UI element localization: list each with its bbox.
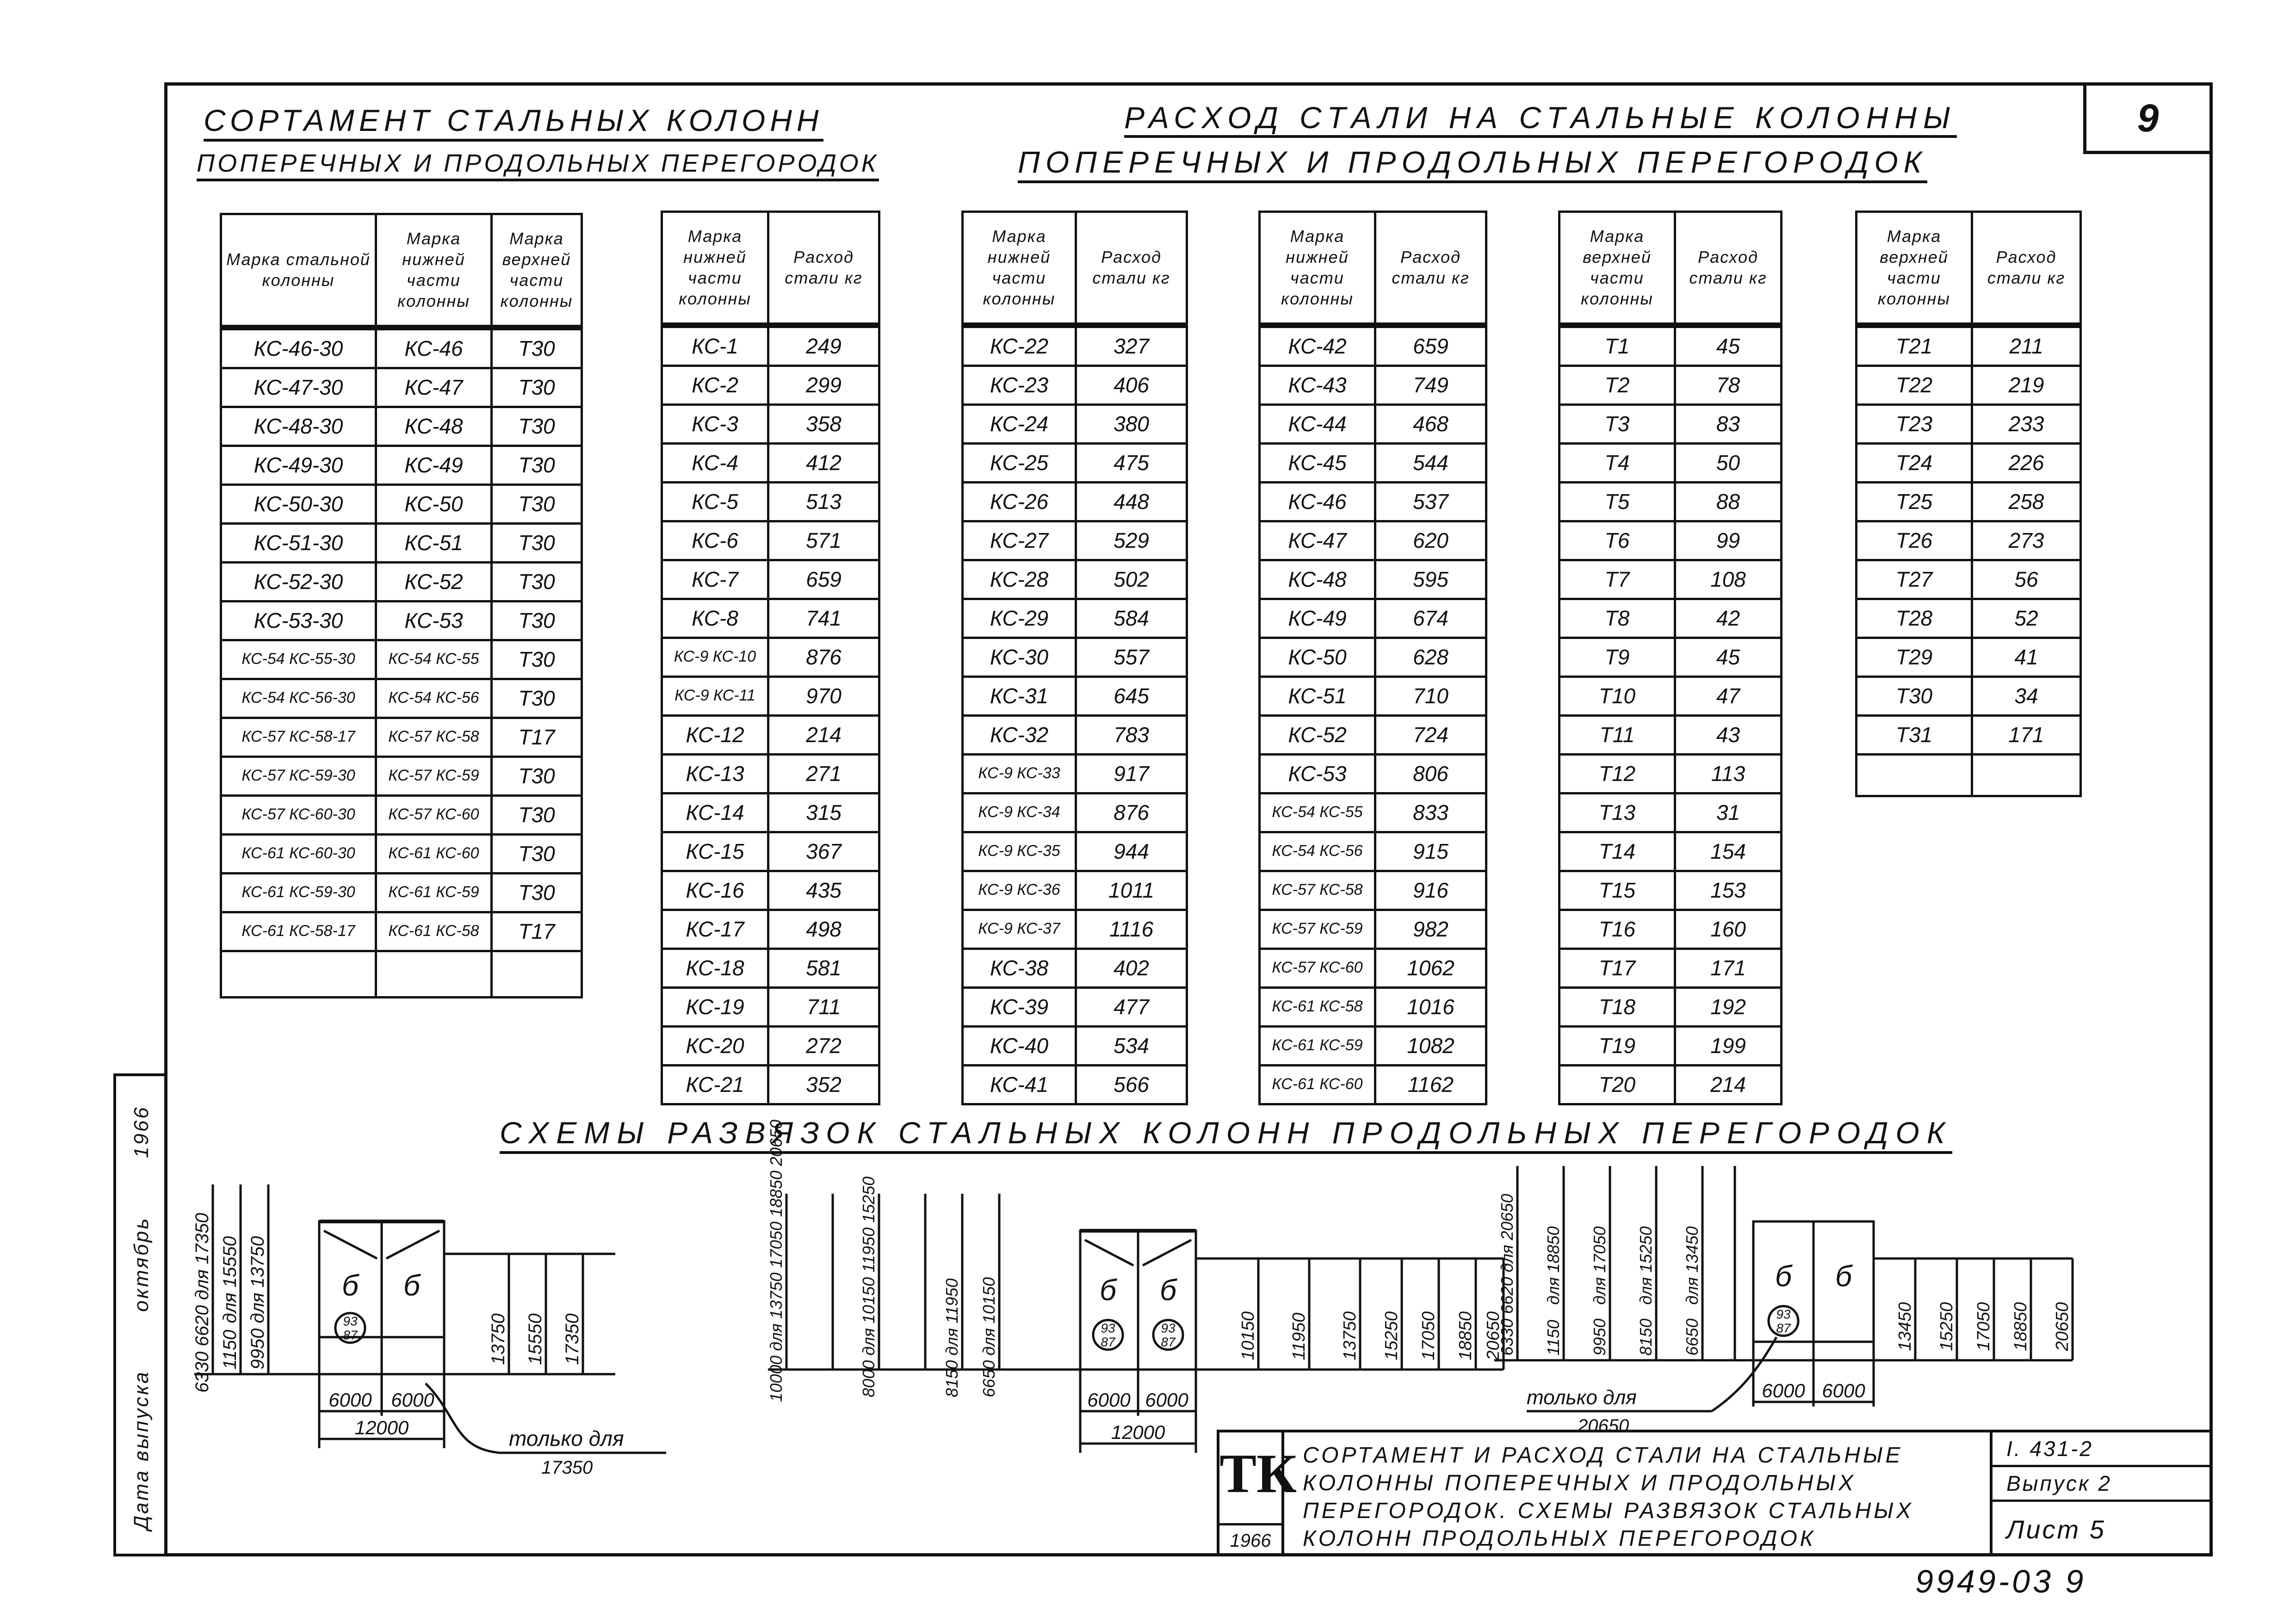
cell-mark: КС-46 — [1260, 482, 1375, 521]
left-label: для 18850 — [1544, 1226, 1563, 1305]
heading-sortament-2: ПОПЕРЕЧНЫХ И ПРОДОЛЬНЫХ ПЕРЕГОРОДОК — [197, 149, 879, 181]
heading-expense-2: ПОПЕРЕЧНЫХ И ПРОДОЛЬНЫХ ПЕРЕГОРОДОК — [1018, 144, 1927, 183]
cell-steel-kg: 513 — [768, 482, 879, 521]
cell-steel-kg: 435 — [768, 871, 879, 910]
cell-steel-kg: 160 — [1675, 910, 1782, 948]
cell-steel-kg: 402 — [1076, 948, 1187, 987]
cell-mark: КС-14 — [662, 793, 768, 832]
cell-steel-kg: 876 — [1076, 793, 1187, 832]
cell-mark: КС-29 — [963, 599, 1076, 638]
cell-mark: КС-15 — [662, 832, 768, 871]
cell-mark: КС-44 — [1260, 404, 1375, 443]
assortment-header-mark: Марка стальной колонны — [221, 214, 376, 328]
cell-mark: КС-4 — [662, 443, 768, 482]
table-row: КС-57 КС-60-30 КС-57 КС-60 Т30 — [221, 795, 582, 834]
table-row: КС-48-30 КС-48 Т30 — [221, 407, 582, 446]
cell-mark: КС-23 — [963, 366, 1076, 404]
panel-letter: б — [403, 1269, 420, 1302]
release-date-label: Дата выпуска — [130, 1370, 153, 1530]
cell-mark: КС-17 — [662, 910, 768, 948]
right-dim: 20650 — [1484, 1311, 1503, 1360]
note: только для — [509, 1426, 624, 1450]
heading-sortament-1: СОРТАМЕНТ СТАЛЬНЫХ КОЛОНН — [204, 103, 823, 142]
cell-steel-kg: 544 — [1375, 443, 1486, 482]
cell-steel-kg: 406 — [1076, 366, 1187, 404]
table-row: КС-46-30 КС-46 Т30 — [221, 328, 582, 368]
cell-steel-kg: 47 — [1675, 676, 1782, 715]
cell-mark: КС-25 — [963, 443, 1076, 482]
cell-steel-kg: 537 — [1375, 482, 1486, 521]
panel-letter: б — [1775, 1259, 1792, 1293]
cell-steel-kg: 711 — [768, 987, 879, 1026]
cell-steel-kg: 498 — [768, 910, 879, 948]
cell-mark: КС-48 — [1260, 560, 1375, 599]
table-row: КС-54 КС-55-30 КС-54 КС-55 Т30 — [221, 640, 582, 679]
right-dim: 13750 — [488, 1313, 508, 1365]
right-dim: 20650 — [2053, 1302, 2072, 1351]
cell-steel-kg: 749 — [1375, 366, 1486, 404]
note: только для — [1527, 1386, 1637, 1409]
node-top: 93 — [1161, 1321, 1176, 1335]
cell-steel-kg: 502 — [1076, 560, 1187, 599]
left-label: для 13750 — [248, 1236, 268, 1323]
table-row: КС-49-30 КС-49 Т30 — [221, 446, 582, 484]
title-description: СОРТАМЕНТ И РАСХОД СТАЛИ НА СТАЛЬНЫЕ КОЛОННЫ ПОПЕРЕЧНЫХ И ПРОДОЛЬНЫХ ПЕРЕГОРОДОК. СХЕМЫ РАЗВЯЗОК СТАЛЬНЫХ КОЛОНН ПРОДОЛЬНЫХ ПЕРЕГОРОДОК — [1303, 1443, 1914, 1551]
heading-expense-1: РАСХОД СТАЛИ НА СТАЛЬНЫЕ КОЛОННЫ — [1124, 100, 1957, 138]
table-row: КС-53-30 КС-53 Т30 — [221, 601, 582, 640]
cell-steel-kg: 944 — [1076, 832, 1187, 871]
cell-steel-kg: 45 — [1675, 638, 1782, 676]
panel-letter: б — [1100, 1273, 1116, 1307]
table-row: КС-61 КС-58-17 КС-61 КС-58 Т17 — [221, 912, 582, 951]
cell-steel-kg: 659 — [768, 560, 879, 599]
cell-steel-kg: 233 — [1972, 404, 2081, 443]
tk-year: 1966 — [1219, 1523, 1281, 1556]
width-part: 6000 — [391, 1389, 434, 1411]
cell-mark: Т7 — [1560, 560, 1675, 599]
cell-mark: КС-39 — [963, 987, 1076, 1026]
left-dim: 9950 — [1590, 1318, 1609, 1356]
release-month: октябрь — [130, 1216, 153, 1312]
cell-mark: КС-18 — [662, 948, 768, 987]
cell-mark: Т11 — [1560, 715, 1675, 754]
right-dim: 17350 — [562, 1313, 582, 1365]
right-dim: 13450 — [1895, 1302, 1915, 1351]
cell-mark: КС-57 КС-59 — [1260, 910, 1375, 948]
cell-steel-kg: 628 — [1375, 638, 1486, 676]
cell-steel-kg: 52 — [1972, 599, 2081, 638]
cell-steel-kg: 741 — [768, 599, 879, 638]
sheet-number: 9 — [2083, 82, 2213, 154]
table-row: КС-61 КС-60-30 КС-61 КС-60 Т30 — [221, 834, 582, 873]
cell-mark: КС-28 — [963, 560, 1076, 599]
right-dim: 15250 — [1382, 1311, 1401, 1360]
node-bottom: 87 — [1101, 1335, 1115, 1349]
cell-mark: КС-8 — [662, 599, 768, 638]
assortment-header-upper: Марка верхней части колонны — [492, 214, 582, 328]
left-label: 6330 6620 для 17350 — [192, 1213, 212, 1393]
cell-steel-kg: 566 — [1076, 1065, 1187, 1104]
width-part: 6000 — [1762, 1380, 1805, 1401]
table-row: КС-51-30 КС-51 Т30 — [221, 523, 582, 562]
cell-steel-kg: 358 — [768, 404, 879, 443]
cell-mark: Т19 — [1560, 1026, 1675, 1065]
cell-steel-kg: 529 — [1076, 521, 1187, 560]
header-steel-kg: Расход стали кг — [1972, 212, 2081, 325]
table-row: КС-54 КС-56-30 КС-54 КС-56 Т30 — [221, 679, 582, 718]
cell-steel-kg: 982 — [1375, 910, 1486, 948]
cell-steel-kg: 299 — [768, 366, 879, 404]
node-bottom: 87 — [1161, 1335, 1176, 1349]
cell-mark: КС-54 КС-55 — [1260, 793, 1375, 832]
table-row: КС-47-30 КС-47 Т30 — [221, 368, 582, 407]
width-part: 6000 — [1087, 1389, 1131, 1411]
cell-mark: КС-7 — [662, 560, 768, 599]
cell-mark: КС-9 КС-35 — [963, 832, 1076, 871]
cell-steel-kg: 917 — [1076, 754, 1187, 793]
width-part: 6000 — [1145, 1389, 1188, 1411]
cell-mark: Т26 — [1857, 521, 1972, 560]
header-mark: Марка верхней части колонны — [1857, 212, 1972, 325]
cell-steel-kg: 352 — [768, 1065, 879, 1104]
cell-mark: КС-27 — [963, 521, 1076, 560]
cell-mark: Т25 — [1857, 482, 1972, 521]
cell-steel-kg: 1062 — [1375, 948, 1486, 987]
table-row: КС-50-30 КС-50 Т30 — [221, 484, 582, 523]
cell-steel-kg: 557 — [1076, 638, 1187, 676]
width-part: 6000 — [328, 1389, 372, 1411]
cell-steel-kg: 56 — [1972, 560, 2081, 599]
assortment-header-lower: Марка нижней части колонны — [376, 214, 492, 328]
cell-steel-kg: 88 — [1675, 482, 1782, 521]
left-label: для 13450 — [1683, 1226, 1702, 1305]
cell-steel-kg: 171 — [1972, 715, 2081, 754]
cell-mark: КС-16 — [662, 871, 768, 910]
cell-mark: КС-9 КС-34 — [963, 793, 1076, 832]
width-total: 12000 — [1111, 1421, 1165, 1443]
cell-steel-kg: 108 — [1675, 560, 1782, 599]
cell-mark: Т16 — [1560, 910, 1675, 948]
width-total: 12000 — [354, 1417, 409, 1438]
cell-steel-kg: 50 — [1675, 443, 1782, 482]
cell-steel-kg: 659 — [1375, 325, 1486, 366]
cell-mark: КС-52 — [1260, 715, 1375, 754]
tk-logo: ТК — [1219, 1443, 1297, 1504]
right-dim: 15250 — [1937, 1302, 1956, 1351]
cell-steel-kg: 477 — [1076, 987, 1187, 1026]
cell-steel-kg: 41 — [1972, 638, 2081, 676]
cell-mark: КС-54 КС-56 — [1260, 832, 1375, 871]
header-steel-kg: Расход стали кг — [1076, 212, 1187, 325]
header-mark: Марка нижней части колонны — [662, 212, 768, 325]
cell-mark: КС-22 — [963, 325, 1076, 366]
table-row: КС-61 КС-59-30 КС-61 КС-59 Т30 — [221, 873, 582, 912]
cell-mark: Т8 — [1560, 599, 1675, 638]
cell-steel-kg: 970 — [768, 676, 879, 715]
note-value: 17350 — [541, 1457, 593, 1478]
cell-steel-kg: 783 — [1076, 715, 1187, 754]
cell-mark: КС-26 — [963, 482, 1076, 521]
cell-mark: КС-5 — [662, 482, 768, 521]
cell-mark: КС-2 — [662, 366, 768, 404]
cell-steel-kg: 271 — [768, 754, 879, 793]
left-dim: 8150 — [1636, 1318, 1655, 1356]
header-steel-kg: Расход стали кг — [1375, 212, 1486, 325]
cell-steel-kg: 584 — [1076, 599, 1187, 638]
cell-steel-kg: 412 — [768, 443, 879, 482]
cell-steel-kg: 226 — [1972, 443, 2081, 482]
tk-logo-box — [1219, 1432, 1297, 1556]
right-dim: 13750 — [1340, 1311, 1360, 1360]
cell-steel-kg: 534 — [1076, 1026, 1187, 1065]
cell-steel-kg: 1082 — [1375, 1026, 1486, 1065]
cell-mark: Т2 — [1560, 366, 1675, 404]
cell-steel-kg: 258 — [1972, 482, 2081, 521]
document-code: 9949-03 9 — [1915, 1563, 2086, 1599]
node-bottom: 87 — [1776, 1321, 1791, 1335]
right-dim: 18850 — [1456, 1311, 1475, 1360]
cell-steel-kg: 581 — [768, 948, 879, 987]
right-dim: 11950 — [1289, 1313, 1309, 1360]
right-dim: 17050 — [1419, 1311, 1438, 1360]
cell-mark: КС-42 — [1260, 325, 1375, 366]
left-label: для 15250 — [1636, 1226, 1655, 1305]
cell-steel-kg: 214 — [1675, 1065, 1782, 1104]
panel-letter: б — [1160, 1273, 1176, 1307]
cell-mark: КС-21 — [662, 1065, 768, 1104]
cell-mark: КС-61 КС-60 — [1260, 1065, 1375, 1104]
cell-steel-kg: 876 — [768, 638, 879, 676]
cell-steel-kg: 153 — [1675, 871, 1782, 910]
cell-mark: Т20 — [1560, 1065, 1675, 1104]
cell-mark: Т3 — [1560, 404, 1675, 443]
note-value: 20650 — [1578, 1416, 1629, 1436]
cell-mark: КС-30 — [963, 638, 1076, 676]
cell-steel-kg: 915 — [1375, 832, 1486, 871]
cell-mark: КС-49 — [1260, 599, 1375, 638]
cell-mark: Т4 — [1560, 443, 1675, 482]
left-label: 6330 6620 для 20650 — [1498, 1194, 1516, 1356]
cell-steel-kg: 214 — [768, 715, 879, 754]
header-mark: Марка верхней части колонны — [1560, 212, 1675, 325]
cell-mark: Т17 — [1560, 948, 1675, 987]
cell-steel-kg: 171 — [1675, 948, 1782, 987]
release-year: 1966 — [130, 1105, 153, 1159]
cell-mark: Т9 — [1560, 638, 1675, 676]
cell-mark: КС-51 — [1260, 676, 1375, 715]
left-label: для 15550 — [220, 1236, 240, 1323]
cell-steel-kg: 1016 — [1375, 987, 1486, 1026]
cell-mark: КС-19 — [662, 987, 768, 1026]
title-block — [1217, 1430, 2213, 1556]
cell-mark: Т5 — [1560, 482, 1675, 521]
cell-mark: КС-45 — [1260, 443, 1375, 482]
cell-mark: КС-13 — [662, 754, 768, 793]
cell-mark: КС-12 — [662, 715, 768, 754]
cell-steel-kg: 45 — [1675, 325, 1782, 366]
cell-mark: Т1 — [1560, 325, 1675, 366]
right-dim: 10150 — [1238, 1311, 1258, 1360]
node-bottom: 87 — [343, 1328, 358, 1342]
table-row: КС-52-30 КС-52 Т30 — [221, 562, 582, 601]
cell-steel-kg: 380 — [1076, 404, 1187, 443]
cell-mark: КС-9 КС-33 — [963, 754, 1076, 793]
cell-steel-kg: 327 — [1076, 325, 1187, 366]
cell-steel-kg: 571 — [768, 521, 879, 560]
cell-steel-kg: 78 — [1675, 366, 1782, 404]
cell-mark: КС-53 — [1260, 754, 1375, 793]
cell-mark: КС-47 — [1260, 521, 1375, 560]
cell-mark: Т31 — [1857, 715, 1972, 754]
cell-mark: КС-40 — [963, 1026, 1076, 1065]
width-part: 6000 — [1822, 1380, 1865, 1401]
header-mark: Марка нижней части колонны — [963, 212, 1076, 325]
cell-steel-kg: 468 — [1375, 404, 1486, 443]
cell-steel-kg: 916 — [1375, 871, 1486, 910]
cell-steel-kg: 806 — [1375, 754, 1486, 793]
cell-mark: КС-41 — [963, 1065, 1076, 1104]
cell-steel-kg: 724 — [1375, 715, 1486, 754]
table-row: КС-57 КС-58-17 КС-57 КС-58 Т17 — [221, 718, 582, 756]
node-top: 93 — [1776, 1307, 1791, 1321]
cell-mark: КС-31 — [963, 676, 1076, 715]
cell-mark: Т27 — [1857, 560, 1972, 599]
cell-mark: Т15 — [1560, 871, 1675, 910]
header-steel-kg: Расход стали кг — [1675, 212, 1782, 325]
cell-steel-kg: 1162 — [1375, 1065, 1486, 1104]
left-label: 8150 для 11950 — [942, 1278, 961, 1397]
cell-mark: КС-9 КС-36 — [963, 871, 1076, 910]
cell-mark: Т23 — [1857, 404, 1972, 443]
left-label: 8000 для 10150 11950 15250 — [859, 1176, 878, 1397]
right-dim: 18850 — [2011, 1302, 2030, 1351]
node-top: 93 — [343, 1314, 358, 1328]
cell-mark: КС-9 КС-37 — [963, 910, 1076, 948]
cell-steel-kg: 99 — [1675, 521, 1782, 560]
cell-steel-kg: 272 — [768, 1026, 879, 1065]
cell-mark: КС-6 — [662, 521, 768, 560]
cell-steel-kg: 43 — [1675, 715, 1782, 754]
cell-mark: Т24 — [1857, 443, 1972, 482]
right-dim: 17050 — [1974, 1302, 1993, 1351]
cell-steel-kg: 674 — [1375, 599, 1486, 638]
cell-steel-kg: 475 — [1076, 443, 1187, 482]
cell-mark: Т12 — [1560, 754, 1675, 793]
cell-mark: КС-61 КС-59 — [1260, 1026, 1375, 1065]
cell-steel-kg: 83 — [1675, 404, 1782, 443]
left-dim: 1150 — [220, 1329, 240, 1370]
cell-steel-kg: 833 — [1375, 793, 1486, 832]
cell-steel-kg: 199 — [1675, 1026, 1782, 1065]
node-top: 93 — [1101, 1321, 1115, 1335]
left-dim: 1150 — [1544, 1320, 1563, 1356]
cell-mark: КС-32 — [963, 715, 1076, 754]
cell-mark: КС-61 КС-58 — [1260, 987, 1375, 1026]
cell-mark: Т13 — [1560, 793, 1675, 832]
cell-mark: КС-57 КС-60 — [1260, 948, 1375, 987]
panel-letter: б — [1835, 1259, 1852, 1293]
cell-steel-kg: 34 — [1972, 676, 2081, 715]
cell-mark: КС-9 КС-11 — [662, 676, 768, 715]
cell-steel-kg: 315 — [768, 793, 879, 832]
cell-mark: Т18 — [1560, 987, 1675, 1026]
cell-steel-kg: 595 — [1375, 560, 1486, 599]
left-label: 10000 для 13750 17050 18850 20650 — [767, 1120, 786, 1402]
cell-mark: КС-50 — [1260, 638, 1375, 676]
cell-steel-kg: 154 — [1675, 832, 1782, 871]
cell-mark: Т29 — [1857, 638, 1972, 676]
cell-mark: КС-43 — [1260, 366, 1375, 404]
series-code: I. 431-2 — [1993, 1432, 2213, 1467]
sheet-label: Лист 5 — [2006, 1514, 2106, 1544]
left-dim: 6650 — [1683, 1318, 1702, 1356]
issue-number: Выпуск 2 — [1993, 1467, 2213, 1502]
left-label: для 17050 — [1590, 1226, 1609, 1305]
cell-mark: Т28 — [1857, 599, 1972, 638]
left-label: 6650 для 10150 — [979, 1277, 998, 1397]
header-steel-kg: Расход стали кг — [768, 212, 879, 325]
cell-mark: Т21 — [1857, 325, 1972, 366]
cell-mark: КС-9 КС-10 — [662, 638, 768, 676]
cell-steel-kg: 113 — [1675, 754, 1782, 793]
cell-steel-kg: 192 — [1675, 987, 1782, 1026]
heading-schemes: СХЕМЫ РАЗВЯЗОК СТАЛЬНЫХ КОЛОНН ПРОДОЛЬНЫХ ПЕРЕГОРОДОК — [500, 1115, 1952, 1154]
cell-mark: Т22 — [1857, 366, 1972, 404]
cell-mark: КС-20 — [662, 1026, 768, 1065]
cell-steel-kg: 1011 — [1076, 871, 1187, 910]
table-row: КС-57 КС-59-30 КС-57 КС-59 Т30 — [221, 756, 582, 795]
cell-mark: Т6 — [1560, 521, 1675, 560]
cell-steel-kg: 645 — [1076, 676, 1187, 715]
cell-mark: КС-1 — [662, 325, 768, 366]
cell-steel-kg: 620 — [1375, 521, 1486, 560]
cell-mark: Т14 — [1560, 832, 1675, 871]
cell-steel-kg: 211 — [1972, 325, 2081, 366]
cell-steel-kg: 1116 — [1076, 910, 1187, 948]
cell-steel-kg: 219 — [1972, 366, 2081, 404]
cell-mark: КС-24 — [963, 404, 1076, 443]
header-mark: Марка нижней части колонны — [1260, 212, 1375, 325]
cell-steel-kg: 42 — [1675, 599, 1782, 638]
panel-letter: б — [342, 1269, 359, 1302]
cell-steel-kg: 273 — [1972, 521, 2081, 560]
cell-steel-kg: 249 — [768, 325, 879, 366]
cell-steel-kg: 367 — [768, 832, 879, 871]
cell-mark: Т30 — [1857, 676, 1972, 715]
cell-steel-kg: 31 — [1675, 793, 1782, 832]
title-info — [1990, 1432, 2213, 1556]
cell-mark: КС-38 — [963, 948, 1076, 987]
cell-steel-kg: 710 — [1375, 676, 1486, 715]
cell-mark: КС-57 КС-58 — [1260, 871, 1375, 910]
right-dim: 15550 — [525, 1313, 545, 1365]
cell-steel-kg: 448 — [1076, 482, 1187, 521]
cell-mark: КС-3 — [662, 404, 768, 443]
cell-mark: Т10 — [1560, 676, 1675, 715]
left-dim: 9950 — [248, 1328, 268, 1370]
